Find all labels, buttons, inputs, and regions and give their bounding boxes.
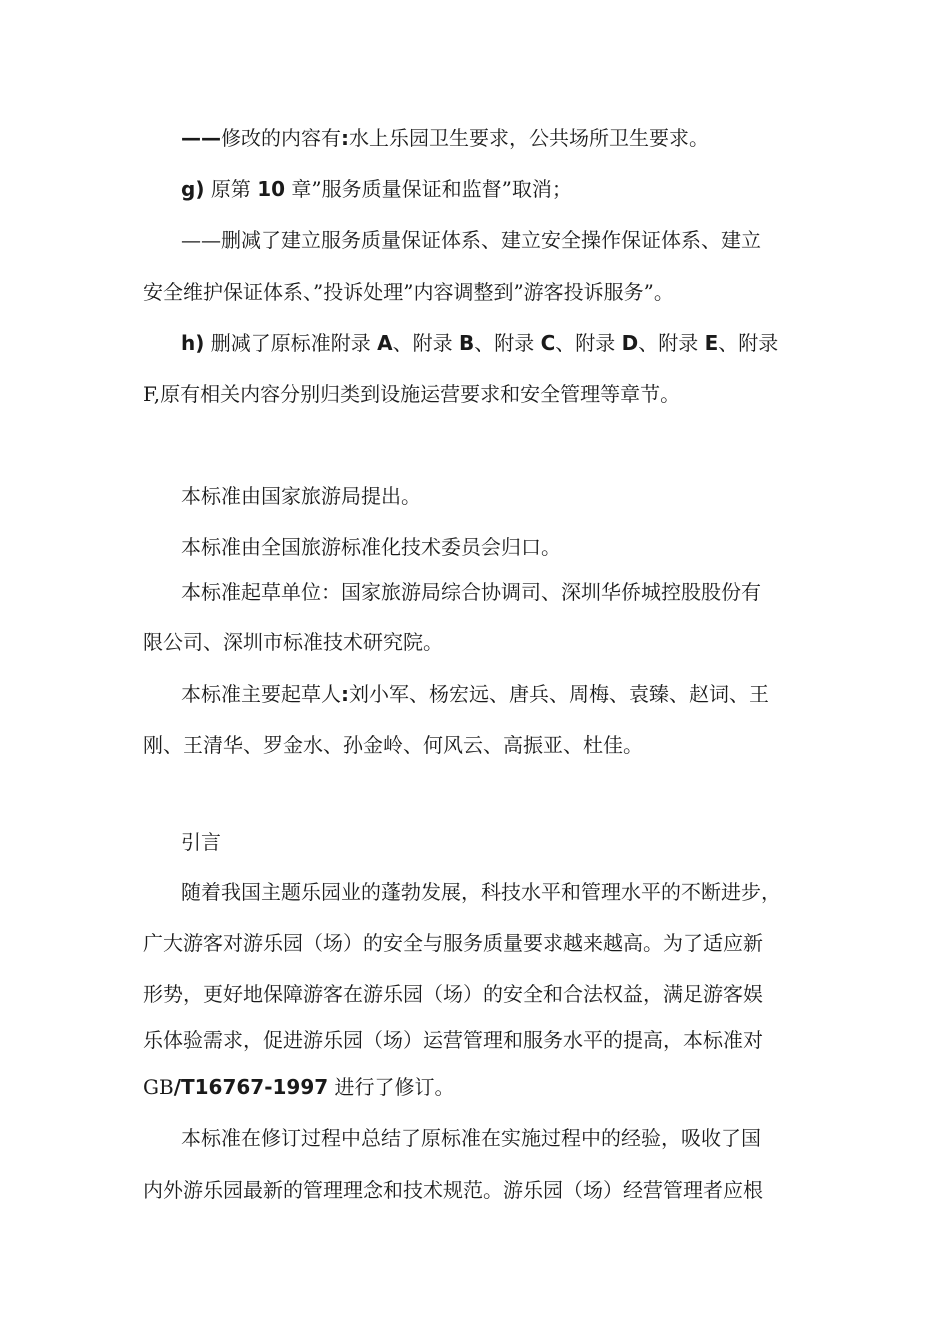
- paragraph-line: F,原有相关内容分别归类到设施运营要求和安全管理等章节。: [143, 382, 681, 406]
- appendix-letter: D: [621, 331, 639, 355]
- chapter-number: 10: [257, 177, 286, 201]
- list-item-h: [181, 331, 778, 355]
- text-run: 水上乐园卫生要求，公共场所卫生要求。: [349, 126, 709, 150]
- text-run: 、附录: [555, 331, 622, 355]
- text-run: 、附录: [718, 331, 779, 355]
- list-item-g: [181, 177, 572, 201]
- colon: :: [341, 682, 349, 706]
- paragraph-line: 限公司、深圳市标准技术研究院。: [143, 630, 443, 654]
- drafters-line: [181, 682, 769, 706]
- list-marker: g): [181, 177, 205, 201]
- text-run: 修改的内容有: [221, 126, 341, 150]
- section-heading: 引言: [181, 830, 221, 854]
- paragraph-line: [181, 126, 709, 150]
- paragraph-line: 形势，更好地保障游客在游乐园（场）的安全和合法权益，满足游客娱: [143, 982, 763, 1006]
- text-run: 、附录: [474, 331, 541, 355]
- paragraph-line: 本标准在修订过程中总结了原标准在实施过程中的经验，吸收了国: [181, 1126, 761, 1150]
- text-run: 刘小军、杨宏远、唐兵、周梅、袁臻、赵词、王: [349, 682, 769, 706]
- appendix-letter: E: [704, 331, 719, 355]
- text-run: 原第: [204, 177, 258, 201]
- text-run: 删减了原标准附录: [204, 331, 378, 355]
- paragraph-line: 本标准由全国旅游标准化技术委员会归口。: [181, 535, 561, 559]
- paragraph-line: ——删减了建立服务质量保证体系、建立安全操作保证体系、建立: [181, 228, 761, 252]
- text-run: 、附录: [638, 331, 705, 355]
- em-dash: ——: [181, 126, 221, 150]
- paragraph-line: 乐体验需求，促进游乐园（场）运营管理和服务水平的提高，本标准对: [143, 1028, 763, 1052]
- appendix-letter: C: [540, 331, 556, 355]
- text-run: 章”服务质量保证和监督”取消；: [285, 177, 572, 201]
- text-run: GB: [143, 1075, 174, 1099]
- appendix-letter: B: [458, 331, 475, 355]
- list-marker: h): [181, 331, 205, 355]
- standard-reference-line: [143, 1075, 455, 1099]
- paragraph-line: 本标准由国家旅游局提出。: [181, 484, 421, 508]
- text-run: 进行了修订。: [328, 1075, 455, 1099]
- paragraph-line: 本标准起草单位：国家旅游局综合协调司、深圳华侨城控股股份有: [181, 580, 761, 604]
- text-run: 本标准主要起草人: [181, 682, 341, 706]
- text-run: 、附录: [392, 331, 459, 355]
- paragraph-line: 安全维护保证体系、”投诉处理”内容调整到”游客投诉服务”。: [143, 280, 674, 304]
- paragraph-line: 随着我国主题乐园业的蓬勃发展，科技水平和管理水平的不断进步，: [181, 880, 781, 904]
- paragraph-line: 刚、王清华、罗金水、孙金岭、何风云、高振亚、杜佳。: [143, 733, 643, 757]
- standard-number: /T16767-1997: [173, 1075, 329, 1099]
- appendix-letter: A: [377, 331, 393, 355]
- paragraph-line: 内外游乐园最新的管理理念和技术规范。游乐园（场）经营管理者应根: [143, 1178, 763, 1202]
- paragraph-line: 广大游客对游乐园（场）的安全与服务质量要求越来越高。为了适应新: [143, 931, 763, 955]
- colon: :: [341, 126, 349, 150]
